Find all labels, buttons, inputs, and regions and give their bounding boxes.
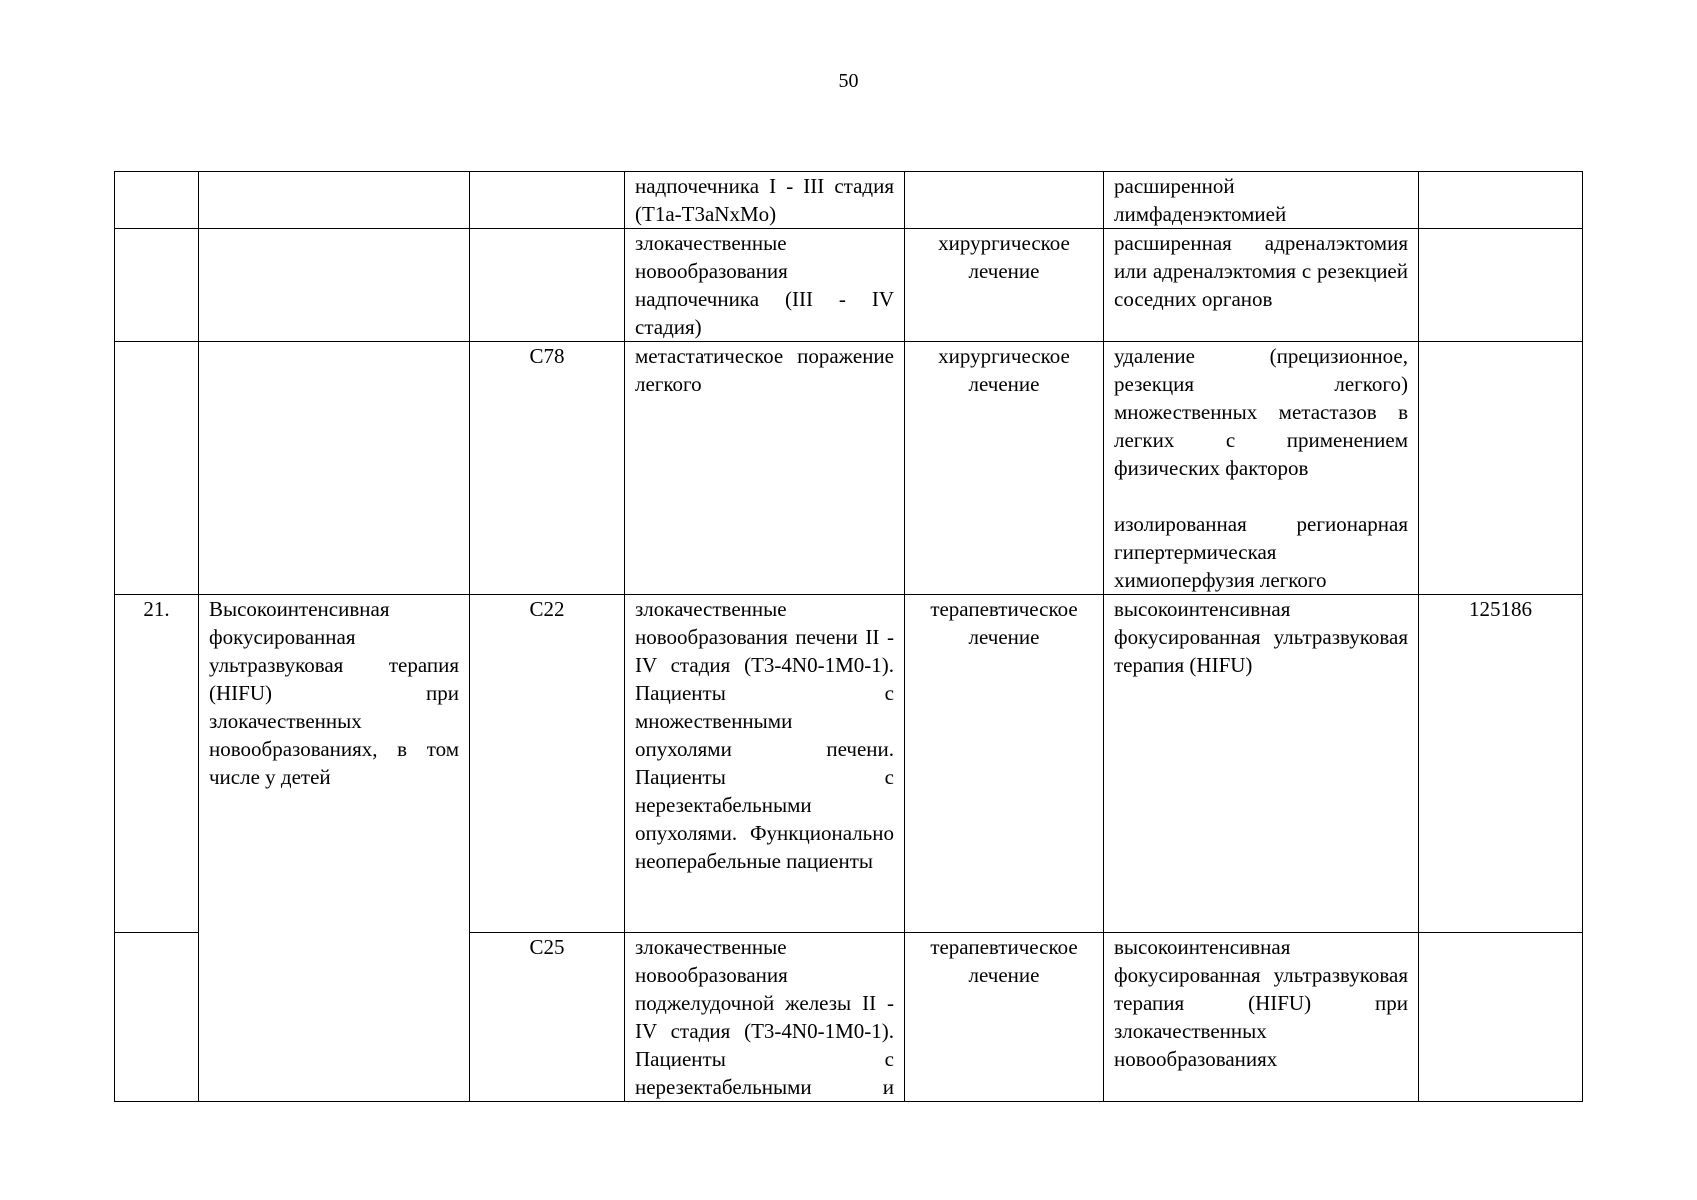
paragraph-gap: [1114, 482, 1408, 510]
care-methods-table: [114, 171, 1583, 1102]
cell-number: [115, 933, 199, 1102]
cell-diagnosis: надпочечника I - III стадия (T1a-T3aNxMo): [625, 172, 905, 229]
cell-treatment: хирургическое лечение: [905, 342, 1104, 595]
cell-name: [199, 342, 470, 595]
cell-code: [470, 229, 625, 342]
method-paragraph: изолированная регионарная гипертермическая химиоперфузия легкого: [1114, 512, 1408, 592]
cell-method: расширенной лимфаденэктомией: [1104, 172, 1419, 229]
cell-diagnosis: метастатическое поражение легкого: [625, 342, 905, 595]
cell-cost: [1419, 933, 1583, 1102]
cell-cost: [1419, 172, 1583, 229]
cell-treatment: [905, 172, 1104, 229]
cell-number: [115, 342, 199, 595]
cell-method: высокоинтенсивная фокусированная ультразвуковая терапия (HIFU): [1104, 595, 1419, 933]
page-number: 50: [838, 70, 859, 92]
table-row: [115, 229, 1583, 342]
table-row: [115, 172, 1583, 229]
table-row: [115, 595, 1583, 933]
cell-name: Высокоинтенсивная фокусированная ультразвуковая терапия (HIFU) при злокачественных новообразованиях, в том числе у детей: [199, 595, 470, 1102]
cell-cost: 125186: [1419, 595, 1583, 933]
cell-treatment: хирургическое лечение: [905, 229, 1104, 342]
table-row: [115, 342, 1583, 595]
cell-name: [199, 229, 470, 342]
cell-cost: [1419, 229, 1583, 342]
cell-diagnosis: злокачественные новообразования надпочечника (III - IV стадия): [625, 229, 905, 342]
cell-cost: [1419, 342, 1583, 595]
cell-code: [470, 172, 625, 229]
cell-code: C22: [470, 595, 625, 933]
cell-code: C25: [470, 933, 625, 1102]
method-paragraph: удаление (прецизионное, резекция легкого) множественных метастазов в легких с применением физических факторов: [1114, 344, 1408, 480]
cell-method: высокоинтенсивная фокусированная ультразвуковая терапия (HIFU) при злокачественных новообразованиях: [1104, 933, 1419, 1102]
cell-code: C78: [470, 342, 625, 595]
cell-diagnosis: злокачественные новообразования поджелудочной железы II - IV стадия (T3-4N0-1M0-1). Пациенты с нерезектабельными и: [625, 933, 905, 1102]
cell-method: [1104, 342, 1419, 595]
cell-number: [115, 229, 199, 342]
cell-name: [199, 172, 470, 229]
cell-number: 21.: [115, 595, 199, 933]
cell-treatment: терапевтическое лечение: [905, 933, 1104, 1102]
cell-treatment: терапевтическое лечение: [905, 595, 1104, 933]
cell-number: [115, 172, 199, 229]
cell-method: расширенная адреналэктомия или адреналэктомия с резекцией соседних органов: [1104, 229, 1419, 342]
cell-diagnosis: злокачественные новообразования печени II - IV стадия (T3-4N0-1M0-1). Пациенты с множественными опухолями печени. Пациенты с нерезектабельными опухолями. Функционально неоперабельные пациенты: [625, 595, 905, 933]
